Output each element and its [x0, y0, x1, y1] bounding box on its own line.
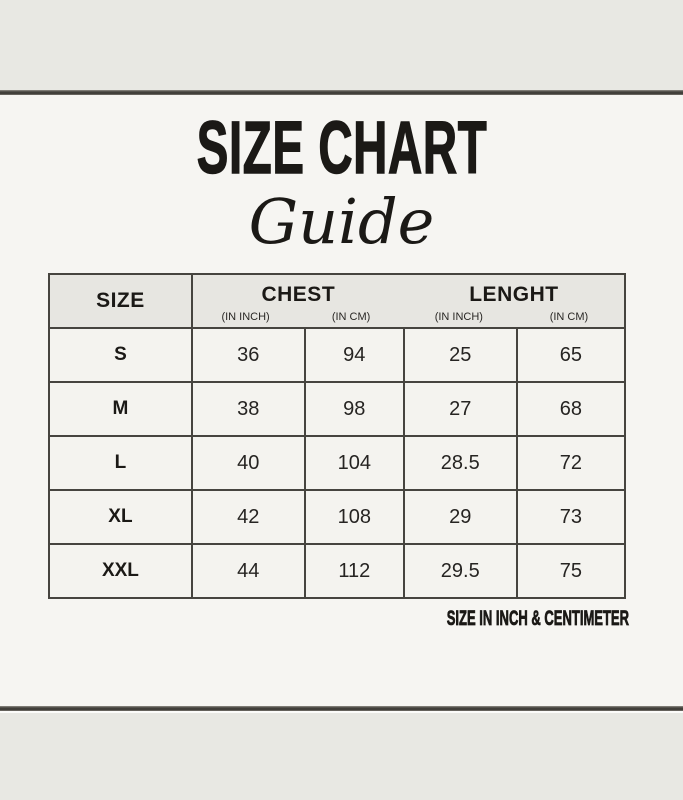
- value-cell: 98: [305, 382, 404, 436]
- header-lenght-label: LENGHT: [469, 282, 559, 306]
- value-cell: 104: [305, 436, 404, 490]
- value-cell: 108: [305, 490, 404, 544]
- bottom-band: [0, 711, 683, 800]
- size-cell: XXL: [49, 544, 192, 598]
- size-cell: S: [49, 328, 192, 382]
- size-cell: L: [49, 436, 192, 490]
- content-area: [0, 95, 683, 706]
- table-header-row: [49, 274, 625, 328]
- value-cell: 29.5: [404, 544, 517, 598]
- value-cell: 94: [305, 328, 404, 382]
- value-cell: 72: [517, 436, 625, 490]
- table-row: [49, 490, 625, 544]
- value-cell: 73: [517, 490, 625, 544]
- value-cell: 68: [517, 382, 625, 436]
- header-chest-group: [192, 274, 404, 328]
- units-note: SIZE IN INCH & CENTIMETER: [446, 607, 629, 631]
- page-title: SIZE CHART: [196, 106, 487, 189]
- header-lenght-cm-label: (IN CM): [549, 310, 589, 323]
- table-row: [49, 382, 625, 436]
- page-subtitle: Guide: [248, 184, 435, 258]
- value-cell: 40: [192, 436, 305, 490]
- header-size: SIZE: [49, 274, 192, 328]
- header-lenght-sublabels: [404, 311, 624, 323]
- size-cell: XL: [49, 490, 192, 544]
- value-cell: 38: [192, 382, 305, 436]
- value-cell: 112: [305, 544, 404, 598]
- table-row: [49, 544, 625, 598]
- table-row: [49, 328, 625, 382]
- header-chest-inch-label: (IN INCH): [221, 310, 270, 323]
- value-cell: 36: [192, 328, 305, 382]
- value-cell: 65: [517, 328, 625, 382]
- value-cell: 42: [192, 490, 305, 544]
- header-chest-sublabels: [193, 311, 404, 323]
- value-cell: 27: [404, 382, 517, 436]
- size-cell: M: [49, 382, 192, 436]
- table-row: [49, 436, 625, 490]
- header-lenght-group: [404, 274, 625, 328]
- top-band: [0, 0, 683, 90]
- size-table: [48, 273, 626, 599]
- header-chest-label: CHEST: [261, 282, 336, 306]
- value-cell: 75: [517, 544, 625, 598]
- value-cell: 25: [404, 328, 517, 382]
- value-cell: 28.5: [404, 436, 517, 490]
- value-cell: 44: [192, 544, 305, 598]
- table-body: [49, 328, 625, 598]
- value-cell: 29: [404, 490, 517, 544]
- header-lenght-inch-label: (IN INCH): [434, 310, 483, 323]
- header-chest-cm-label: (IN CM): [331, 310, 371, 323]
